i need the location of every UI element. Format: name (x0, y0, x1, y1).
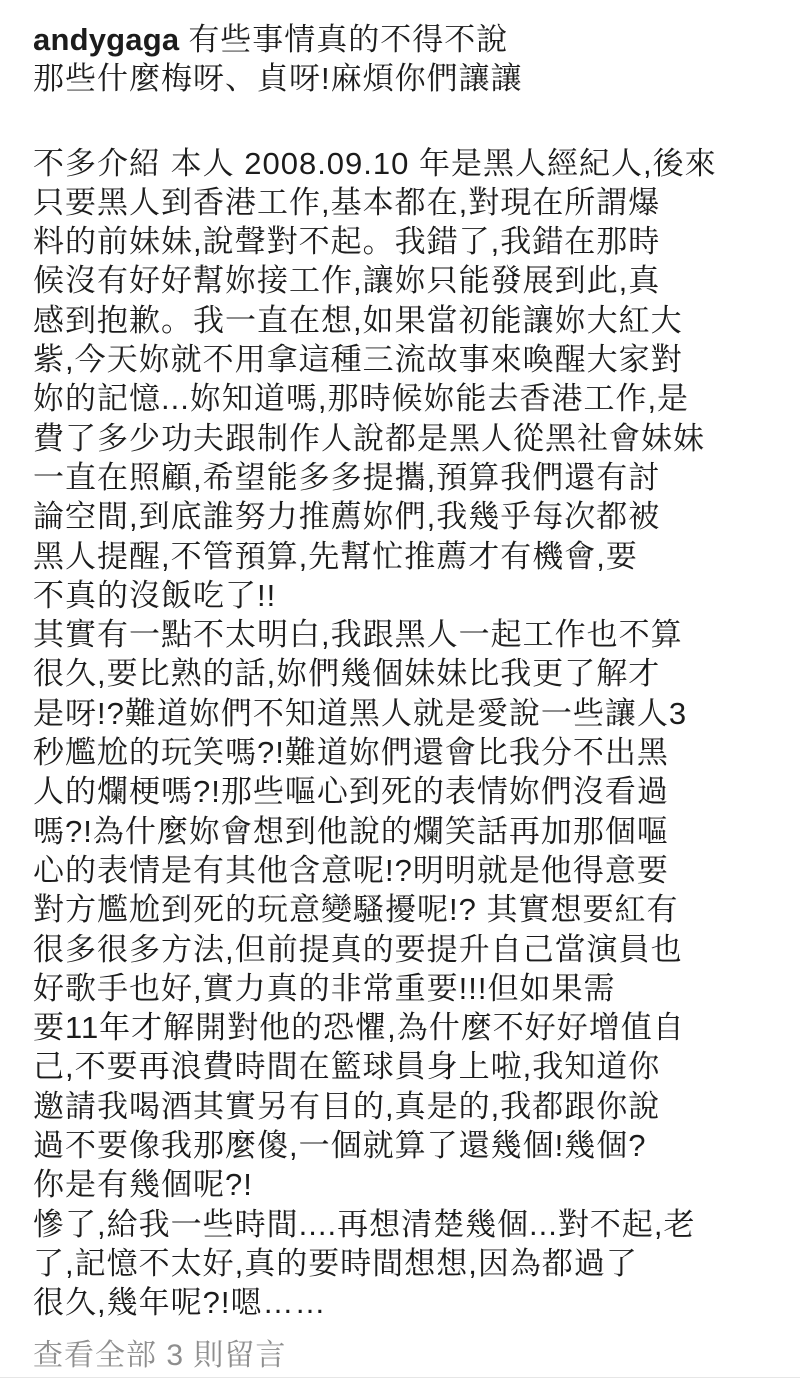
caption-line: 嗎?!為什麼妳會想到他說的爛笑話再加那個嘔 (33, 813, 669, 849)
caption-line: 要11年才解開對他的恐懼,為什麼不好好增值自 (33, 1010, 685, 1046)
caption-line: 黑人提醒,不管預算,先幫忙推薦才有機會,要 (33, 538, 638, 574)
caption-line: 只要黑人到香港工作,基本都在,對現在所謂爆 (33, 184, 661, 220)
caption-line: 慘了,給我一些時間....再想清楚幾個...對不起,老 (33, 1206, 696, 1242)
caption-line: 其實有一點不太明白,我跟黑人一起工作也不算 (33, 617, 683, 653)
username-link[interactable]: andygaga (33, 22, 180, 57)
caption-line: 心的表情是有其他含意呢!?明明就是他得意要 (33, 852, 669, 888)
caption-line: 不真的沒飯吃了!! (33, 577, 277, 613)
caption-line: 人的爛梗嗎?!那些嘔心到死的表情妳們沒看過 (33, 774, 669, 810)
caption-line: 紫,今天妳就不用拿這種三流故事來喚醒大家對 (33, 342, 683, 378)
caption-line: 很多很多方法,但前提真的要提升自己當演員也 (33, 931, 683, 967)
caption-line: 感到抱歉。我一直在想,如果當初能讓妳大紅大 (33, 302, 683, 338)
caption-header-line-2: 那些什麼梅呀、貞呀!麻煩你們讓讓 (33, 61, 523, 97)
caption-line: 費了多少功夫跟制作人說都是黑人從黑社會妹妹 (33, 420, 705, 456)
caption-body (33, 144, 772, 1323)
caption-line: 邀請我喝酒其實另有目的,真是的,我都跟你說 (33, 1088, 661, 1124)
caption-line: 料的前妹妹,說聲對不起。我錯了,我錯在那時 (33, 224, 661, 260)
caption-line: 秒尷尬的玩笑嗎?!難道妳們還會比我分不出黑 (33, 735, 669, 771)
caption-blank-line (33, 99, 772, 144)
caption-line: 好歌手也好,實力真的非常重要!!!但如果需 (33, 970, 616, 1006)
caption-line: 很久,幾年呢?!嗯…… (33, 1285, 327, 1321)
caption-header-text-1: 有些事情真的不得不說 (188, 22, 509, 57)
caption-header-line-1 (33, 20, 772, 59)
caption-line: 妳的記憶...妳知道嗎,那時候妳能去香港工作,是 (33, 381, 690, 417)
caption-line: 很久,要比熟的話,妳們幾個妹妹比我更了解才 (33, 656, 661, 692)
caption-line: 論空間,到底誰努力推薦妳們,我幾乎每次都被 (33, 499, 661, 535)
caption-line: 候沒有好好幫妳接工作,讓妳只能發展到此,真 (33, 263, 661, 299)
caption-line: 一直在照顧,希望能多多提攜,預算我們還有討 (33, 459, 661, 495)
caption-line: 你是有幾個呢?! (33, 1167, 253, 1203)
caption-line: 了,記憶不太好,真的要時間想想,因為都過了 (33, 1245, 638, 1281)
caption-line: 不多介紹 本人 2008.09.10 年是黑人經紀人,後來 (33, 145, 717, 181)
view-all-comments-link[interactable]: 查看全部 3 則留言 (33, 1338, 287, 1372)
caption-line: 是呀!?難道妳們不知道黑人就是愛說一些讓人3 (33, 695, 688, 731)
caption-line: 己,不要再浪費時間在籃球員身上啦,我知道你 (33, 1049, 661, 1085)
caption-line: 對方尷尬到死的玩意變騷擾呢!? 其實想要紅有 (33, 892, 679, 928)
caption-line: 過不要像我那麼傻,一個就算了還幾個!幾個? (33, 1128, 647, 1164)
